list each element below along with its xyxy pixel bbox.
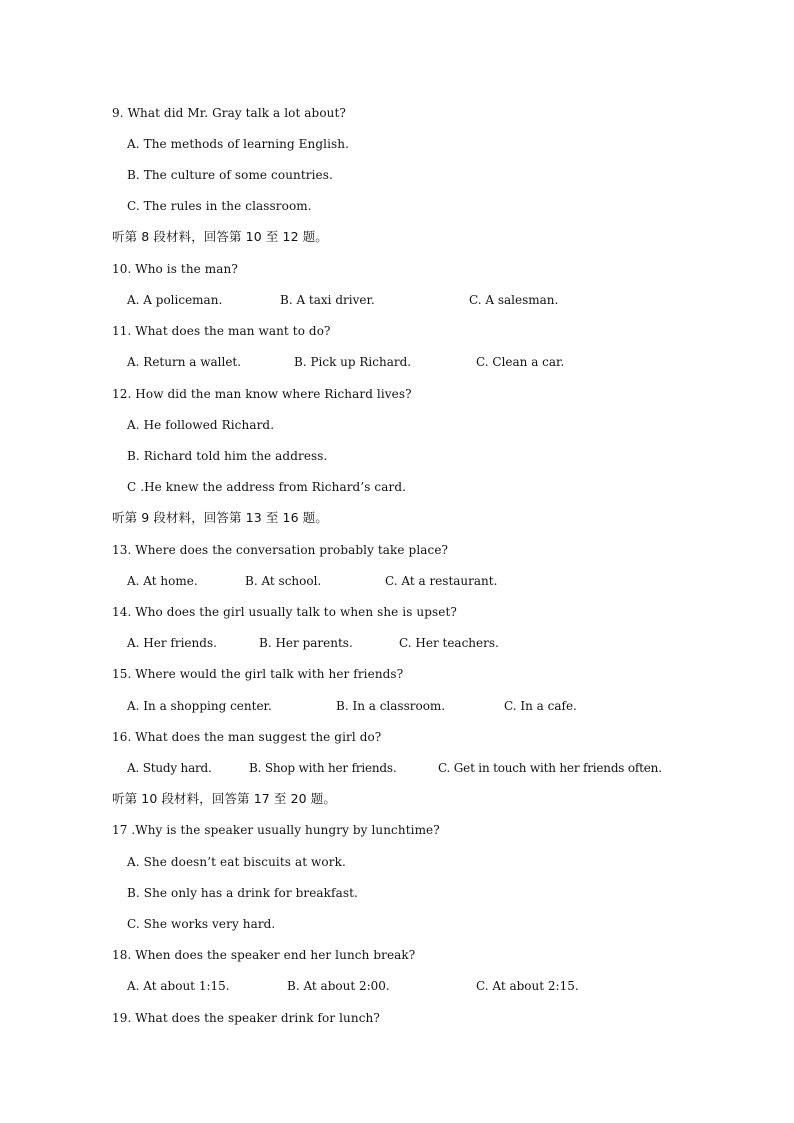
q13-option-a: A. At home.: [127, 574, 198, 588]
q11-option-c: C. Clean a car.: [476, 355, 565, 369]
question-9: 9. What did Mr. Gray talk a lot about?: [112, 106, 346, 120]
q13-option-c: C. At a restaurant.: [385, 574, 498, 588]
q11-options-row: [127, 352, 565, 372]
q10-option-c: C. A salesman.: [469, 293, 559, 307]
question-13: 13. Where does the conversation probably take place?: [112, 543, 449, 557]
q9-option-c: C. The rules in the classroom.: [127, 199, 312, 213]
q17-option-c: C. She works very hard.: [127, 917, 276, 931]
question-19: 19. What does the speaker drink for lunch?: [112, 1011, 380, 1025]
q10-option-b: B. A taxi driver.: [280, 293, 375, 307]
q16-option-c: C. Get in touch with her friends often.: [438, 761, 662, 775]
q9-option-b: B. The culture of some countries.: [127, 168, 333, 182]
q16-option-b: B. Shop with her friends.: [249, 761, 397, 775]
q16-options-row: [127, 758, 662, 778]
question-12: 12. How did the man know where Richard lives?: [112, 387, 412, 401]
q15-option-c: C. In a cafe.: [504, 699, 577, 713]
question-18: 18. When does the speaker end her lunch break?: [112, 948, 416, 962]
q14-options-row: [127, 633, 499, 653]
q12-option-c: C .He knew the address from Richard’s card.: [127, 480, 407, 494]
q12-option-a: A. He followed Richard.: [127, 418, 275, 432]
question-11: 11. What does the man want to do?: [112, 324, 331, 338]
q11-option-a: A. Return a wallet.: [127, 355, 242, 369]
q18-option-a: A. At about 1:15.: [127, 979, 230, 993]
q14-option-b: B. Her parents.: [259, 636, 353, 650]
q18-options-row: [127, 976, 579, 996]
q15-options-row: [127, 696, 577, 716]
question-10: 10. Who is the man?: [112, 262, 238, 276]
q13-option-b: B. At school.: [245, 574, 322, 588]
q17-option-a: A. She doesn’t eat biscuits at work.: [127, 855, 346, 869]
q14-option-c: C. Her teachers.: [399, 636, 499, 650]
q10-option-a: A. A policeman.: [127, 293, 223, 307]
q18-option-b: B. At about 2:00.: [287, 979, 390, 993]
q13-options-row: [127, 571, 498, 591]
q15-option-b: B. In a classroom.: [336, 699, 446, 713]
q11-option-b: B. Pick up Richard.: [294, 355, 412, 369]
section-9-heading: 听第 9 段材料，回答第 13 至 16 题。: [112, 510, 328, 525]
section-10-heading: 听第 10 段材料，回答第 17 至 20 题。: [112, 791, 336, 806]
section-8-heading: 听第 8 段材料，回答第 10 至 12 题。: [112, 229, 328, 244]
q12-option-b: B. Richard told him the address.: [127, 449, 328, 463]
q15-option-a: A. In a shopping center.: [127, 699, 272, 713]
q16-option-a: A. Study hard.: [127, 761, 212, 775]
question-14: 14. Who does the girl usually talk to when she is upset?: [112, 605, 457, 619]
q17-option-b: B. She only has a drink for breakfast.: [127, 886, 358, 900]
q14-option-a: A. Her friends.: [127, 636, 217, 650]
question-15: 15. Where would the girl talk with her friends?: [112, 667, 404, 681]
q18-option-c: C. At about 2:15.: [476, 979, 579, 993]
q10-options-row: [127, 290, 559, 310]
question-16: 16. What does the man suggest the girl do?: [112, 730, 382, 744]
q9-option-a: A. The methods of learning English.: [127, 137, 350, 151]
question-17: 17 .Why is the speaker usually hungry by lunchtime?: [112, 823, 440, 837]
